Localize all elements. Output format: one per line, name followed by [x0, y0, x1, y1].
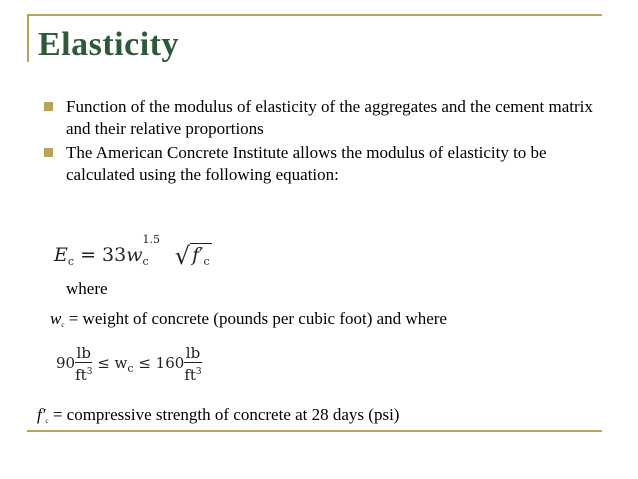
- top-rule: [27, 14, 602, 16]
- eq-w-sup: 1.5: [142, 233, 160, 246]
- bullet-square-icon: [44, 102, 53, 111]
- bullet-square-icon: [44, 148, 53, 157]
- unit-den: ft: [184, 366, 196, 384]
- eq2-mid: ≤ w: [97, 354, 128, 372]
- eq2-mid-sub: c: [127, 362, 134, 375]
- bullet-item: [44, 96, 604, 140]
- unit-den-sup: 3: [195, 367, 202, 377]
- eq-w: w: [126, 244, 143, 266]
- wc-text: = weight of concrete (pounds per cubic foot) and where: [64, 309, 447, 328]
- eq-radicand: f: [192, 244, 200, 266]
- fc-symbol-sub: c: [45, 417, 49, 425]
- eq-radicand-sub: c: [203, 255, 210, 268]
- title-accent-line: [27, 14, 29, 62]
- bullet-list: [44, 96, 604, 188]
- bullet-text: Function of the modulus of elasticity of the aggregates and the cement matrix and their relative proportions: [66, 97, 593, 138]
- eq-lhs-sub: c: [67, 255, 75, 268]
- eq-lhs: E: [54, 244, 68, 266]
- unit-fraction: [184, 344, 201, 384]
- unit-den: ft: [75, 366, 87, 384]
- weight-range-equation: [56, 344, 202, 384]
- unit-den-sup: 3: [86, 367, 93, 377]
- fc-text: = compressive strength of concrete at 28 days (psi): [48, 405, 400, 424]
- fc-symbol: f′: [37, 405, 46, 424]
- eq-radicand-prime: ′: [199, 244, 204, 266]
- unit-num: lb: [185, 344, 201, 362]
- bullet-item: [44, 142, 604, 186]
- fc-definition: [37, 405, 399, 425]
- modulus-equation: [54, 233, 212, 270]
- unit-fraction: [75, 344, 92, 384]
- eq2-low: 90: [56, 354, 76, 372]
- wc-definition: [50, 309, 447, 329]
- eq-coefficient: = 33: [80, 244, 127, 266]
- wc-symbol: w: [50, 309, 62, 328]
- bottom-rule: [27, 430, 602, 432]
- wc-symbol-sub: c: [61, 321, 65, 329]
- sqrt: √ $f'_c$: [174, 242, 210, 270]
- bullet-text: The American Concrete Institute allows the modulus of elasticity to be calculated using the following equation:: [66, 143, 547, 184]
- eq2-high: ≤ 160: [138, 354, 185, 372]
- where-label: where: [66, 279, 108, 298]
- eq-w-sub: c: [142, 255, 149, 268]
- slide-title: Elasticity: [38, 26, 179, 63]
- unit-num: lb: [76, 344, 91, 362]
